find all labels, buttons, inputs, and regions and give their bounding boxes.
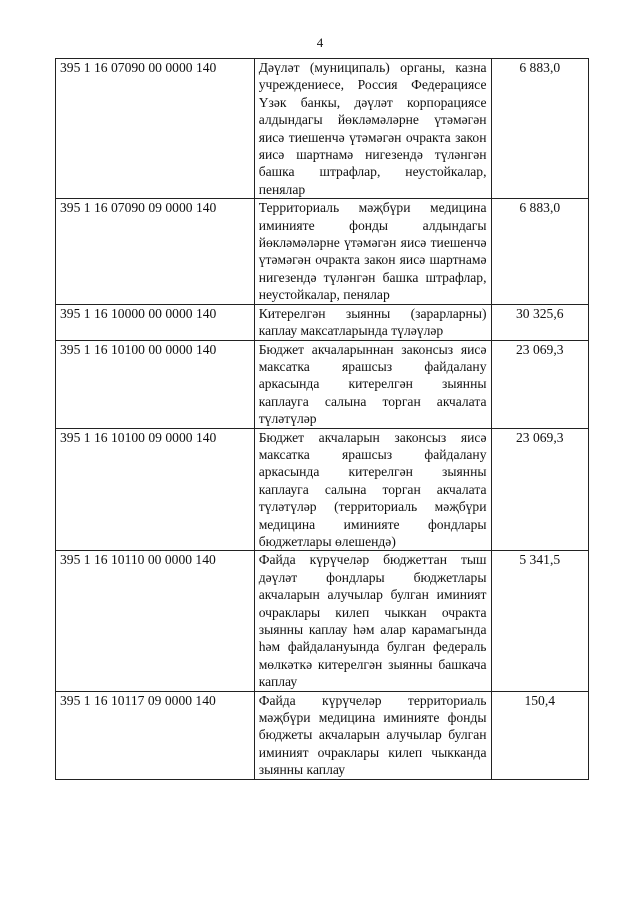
- budget-code-cell: 395 1 16 10000 00 0000 140: [56, 304, 255, 340]
- budget-revenue-table: [55, 58, 589, 780]
- table-row: [56, 304, 589, 340]
- budget-code-cell: 395 1 16 07090 00 0000 140: [56, 59, 255, 199]
- budget-code-cell: 395 1 16 10100 09 0000 140: [56, 428, 255, 551]
- revenue-name-cell: Файда күрүчеләр бюджеттан тыш дәүләт фондлары бюджетлары акчаларын алучылар булган иминият очраклары килеп чыккан очракта зыянны каплау һәм алар карамагында һәм файдалануында булган федераль мөлкәткә китерелгән зыянны башкача каплау: [254, 551, 491, 691]
- table-row: [56, 59, 589, 199]
- amount-cell: 23 069,3: [491, 428, 589, 551]
- revenue-name-cell: Дәүләт (муниципаль) органы, казна учреждениесе, Россия Федерациясе Үзәк банкы, дәүләт корпорациясе алдындагы йөкләмәләрне үтәмәгән яисә тиешенчә үтәмәгән очракта закон яисә шартнамә нигезендә түләнгән башка штрафлар, неустойкалар, пенялар: [254, 59, 491, 199]
- revenue-name-cell: Файда күрүчеләр территориаль мәҗбүри медицина иминияте фонды бюджеты акчаларын алучылар булган иминият очраклары килеп чыкканда зыянны каплау: [254, 691, 491, 779]
- table-row: [56, 691, 589, 779]
- amount-cell: 150,4: [491, 691, 589, 779]
- revenue-name-cell: Бюджет акчаларын законсыз яисә максатка ярашсыз файдалану аркасында китерелгән зыянны каплауга салына торган акчалата түләтүләр (территориаль мәҗбүри медицина иминияте фондлары бюджетлары өлешендә): [254, 428, 491, 551]
- table-row: [56, 340, 589, 428]
- table-row: [56, 199, 589, 304]
- amount-cell: 30 325,6: [491, 304, 589, 340]
- revenue-name-cell: Территориаль мәҗбүри медицина иминияте фонды алдындагы йөкләмәләрне үтәмәгән яисә тиешенчә үтәмәгән очракта закон яисә шартнамә нигезендә түләнгән башка штрафлар, неустойкалар, пенялар: [254, 199, 491, 304]
- table-row: [56, 428, 589, 551]
- budget-code-cell: 395 1 16 10100 00 0000 140: [56, 340, 255, 428]
- revenue-name-cell: Китерелгән зыянны (зарарларны) каплау максатларында түләүләр: [254, 304, 491, 340]
- budget-code-cell: 395 1 16 07090 09 0000 140: [56, 199, 255, 304]
- amount-cell: 6 883,0: [491, 199, 589, 304]
- amount-cell: 5 341,5: [491, 551, 589, 691]
- budget-code-cell: 395 1 16 10117 09 0000 140: [56, 691, 255, 779]
- amount-cell: 6 883,0: [491, 59, 589, 199]
- revenue-name-cell: Бюджет акчаларыннан законсыз яисә максатка ярашсыз файдалану аркасында китерелгән зыянны каплауга салына торган акчалата түләтүләр: [254, 340, 491, 428]
- page-number: 4: [316, 35, 324, 50]
- table-row: [56, 551, 589, 691]
- budget-code-cell: 395 1 16 10110 00 0000 140: [56, 551, 255, 691]
- amount-cell: 23 069,3: [491, 340, 589, 428]
